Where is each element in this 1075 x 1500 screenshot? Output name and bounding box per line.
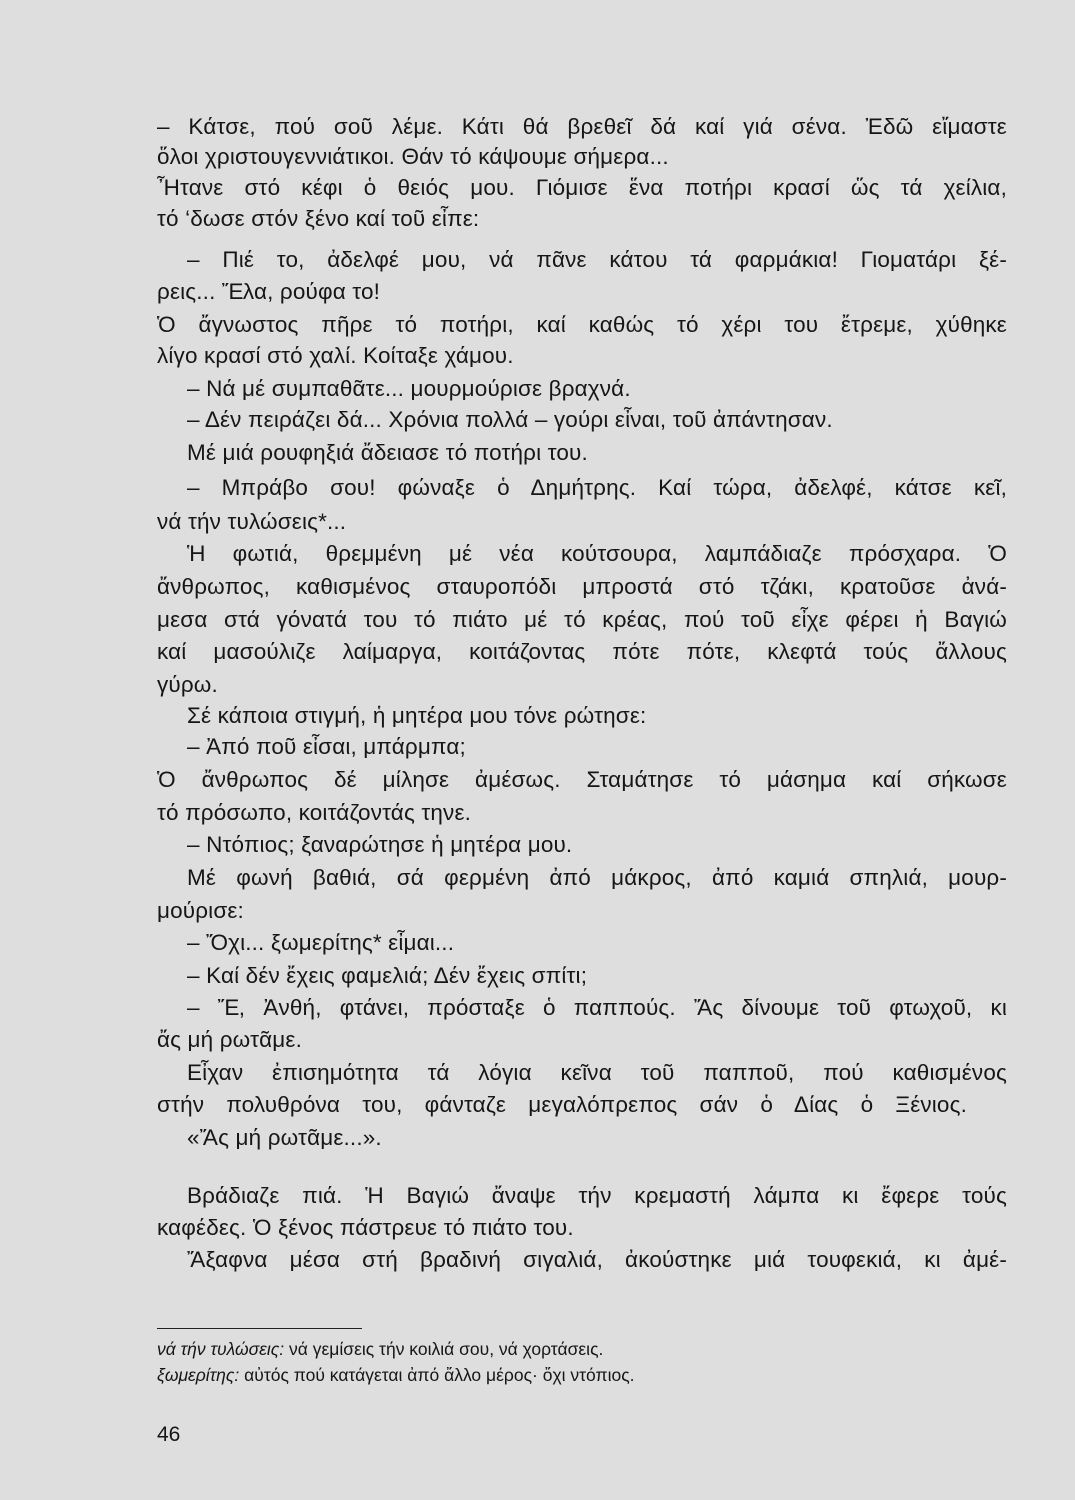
text-line: ρεις... Ἔλα, ρούφα το! xyxy=(157,279,381,304)
text-line: λίγο κρασί στό χαλί. Κοίταξε χάμου. xyxy=(157,343,514,368)
text-line: ἄνθρωπος, καθισμένος σταυροπόδι μπροστά στό τζάκι, κρατοῦσε ἀνά- xyxy=(157,574,1007,599)
text-line: – Ἔ, Ἀνθή, φτάνει, πρόσταξε ὁ παππούς. Ἄς δίνουμε τοῦ φτωχοῦ, κι xyxy=(187,995,1007,1020)
text-line: «Ἄς μή ρωτᾶμε...». xyxy=(187,1125,382,1150)
text-line: καφέδες. Ὁ ξένος πάστρευε τό πιάτο του. xyxy=(157,1215,574,1240)
text-line: Ἡ φωτιά, θρεμμένη μέ νέα κούτσουρα, λαμπάδιαζε πρόσχαρα. Ὁ xyxy=(187,541,1007,566)
page-number: 46 xyxy=(157,1423,181,1446)
text-line: Βράδιαζε πιά. Ἡ Βαγιώ ἄναψε τήν κρεμαστή λάμπα κι ἔφερε τούς xyxy=(187,1183,1007,1208)
text-line: νά τήν τυλώσεις*... xyxy=(157,509,347,534)
text-line: Ὁ ἄγνωστος πῆρε τό ποτήρι, καί καθώς τό χέρι του ἔτρεμε, χύθηκε xyxy=(157,312,1007,337)
text-line: τό πρόσωπο, κοιτάζοντάς τηνε. xyxy=(157,800,472,825)
text-line: μούρισε: xyxy=(157,898,244,923)
text-line: στήν πολυθρόνα του, φάνταζε μεγαλόπρεπος σάν ὁ Δίας ὁ Ξένιος. xyxy=(157,1092,967,1117)
text-line: Ἄξαφνα μέσα στή βραδινή σιγαλιά, ἀκούστηκε μιά τουφεκιά, κι ἀμέ- xyxy=(187,1247,1007,1272)
text-line: Ἦτανε στό κέφι ὁ θειός μου. Γιόμισε ἕνα ποτήρι κρασί ὥς τά χείλια, xyxy=(157,175,1007,200)
footnote-divider xyxy=(157,1328,362,1329)
footnote-term: νά τήν τυλώσεις: xyxy=(157,1339,285,1359)
text-line: – Νά μέ συμπαθᾶτε... μουρμούρισε βραχνά. xyxy=(187,376,631,401)
text-line: τό ‘δωσε στόν ξένο καί τοῦ εἶπε: xyxy=(157,206,480,231)
text-line: Μέ φωνή βαθιά, σά φερμένη ἀπό μάκρος, ἀπό καμιά σπηλιά, μουρ- xyxy=(187,865,1007,890)
text-line: – Κάτσε, πού σοῦ λέμε. Κάτι θά βρεθεῖ δά καί γιά σένα. Ἐδῶ εἴμαστε xyxy=(157,114,1007,139)
footnote-2 xyxy=(157,1363,1007,1387)
text-line: – Μπράβο σου! φώναξε ὁ Δημήτρης. Καί τώρα, ἀδελφέ, κάτσε κεῖ, xyxy=(187,475,1007,500)
text-line: – Ἀπό ποῦ εἶσαι, μπάρμπα; xyxy=(187,734,466,759)
footnote-definition: αὐτός πού κατάγεται ἀπό ἄλλο μέρος· ὄχι ντόπιος. xyxy=(244,1365,635,1385)
text-line: Ὁ ἄνθρωπος δέ μίλησε ἀμέσως. Σταμάτησε τό μάσημα καί σήκωσε xyxy=(157,767,1007,792)
text-line: γύρω. xyxy=(157,672,218,697)
text-line: – Ὄχι... ξωμερίτης* εἶμαι... xyxy=(187,930,455,955)
text-line: ὅλοι χριστουγεννιάτικοι. Θάν τό κάψουμε σήμερα... xyxy=(157,144,669,169)
text-line: – Καί δέν ἔχεις φαμελιά; Δέν ἔχεις σπίτι; xyxy=(187,963,588,988)
text-line: – Ντόπιος; ξαναρώτησε ἡ μητέρα μου. xyxy=(187,832,573,857)
text-line: – Δέν πειράζει δά... Χρόνια πολλά – γούρι εἶναι, τοῦ ἀπάντησαν. xyxy=(187,407,833,432)
text-line: Εἶχαν ἐπισημότητα τά λόγια κεῖνα τοῦ παπποῦ, πού καθισμένος xyxy=(187,1060,1007,1085)
footnote-term: ξωμερίτης: xyxy=(157,1365,240,1385)
text-line: ἄς μή ρωτᾶμε. xyxy=(157,1027,302,1052)
text-line: Σέ κάποια στιγμή, ἡ μητέρα μου τόνε ρώτησε: xyxy=(187,703,647,728)
text-line: καί μασούλιζε λαίμαργα, κοιτάζοντας πότε πότε, κλεφτά τούς ἄλλους xyxy=(157,639,1007,664)
footnote-definition: νά γεμίσεις τήν κοιλιά σου, νά χορτάσεις. xyxy=(289,1339,604,1359)
footnote-1 xyxy=(157,1337,1007,1361)
text-line: Μέ μιά ρουφηξιά ἄδειασε τό ποτήρι του. xyxy=(187,440,588,465)
text-line: – Πιέ το, ἀδελφέ μου, νά πᾶνε κάτου τά φαρμάκια! Γιοματάρι ξέ- xyxy=(187,247,1007,272)
text-line: μεσα στά γόνατά του τό πιάτο μέ τό κρέας, πού τοῦ εἶχε φέρει ἡ Βαγιώ xyxy=(157,607,1007,632)
